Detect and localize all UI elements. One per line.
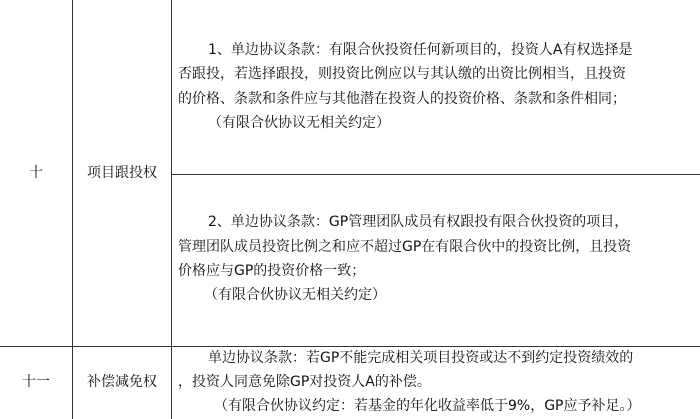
clause-2-line-3: 价格应与GP的投资价格一致；: [178, 263, 366, 279]
clause-3-line-2: ，投资人同意免除GP对投资人A的补偿。: [178, 374, 431, 390]
column-divider-1: [72, 0, 73, 419]
clause-1-line-2: 否跟投，若选择跟投，则投资比例应以与其认缴的出资比例相当，且投资: [178, 66, 626, 82]
clause-2-note: （有限合伙协议无相关约定）: [204, 287, 386, 303]
clause-2-line-2: 管理团队成员投资比例之和应不超过GP在有限合伙中的投资比例，且投资: [178, 239, 632, 255]
column-divider-2: [171, 0, 172, 419]
clause-1-line-1: 1、单边协议条款：有限合伙投资任何新项目的，投资人A有权选择是: [208, 42, 633, 58]
clause-3-line-1: 单边协议条款：若GP不能完成相关项目投资或达不到约定投资绩效的: [208, 350, 634, 366]
clause-1-line-3: 的价格、条款和条件应与其他潜在投资人的投资价格、条款和条件相同；: [178, 91, 626, 107]
row-title: 项目跟投权: [87, 165, 157, 181]
clause-2-line-1: 2、单边协议条款：GP管理团队成员有权跟投有限合伙投资的项目，: [208, 214, 629, 230]
row-number: 十一: [22, 374, 50, 390]
clause-3-line-3: （有限合伙协议约定：若基金的年化收益率低于9%，GP应予补足。）: [214, 398, 641, 414]
row-divider-mid: [172, 174, 700, 175]
row-title: 补偿减免权: [87, 374, 157, 390]
row-number: 十: [29, 165, 43, 181]
clause-1-note: （有限合伙协议无相关约定）: [208, 115, 390, 131]
